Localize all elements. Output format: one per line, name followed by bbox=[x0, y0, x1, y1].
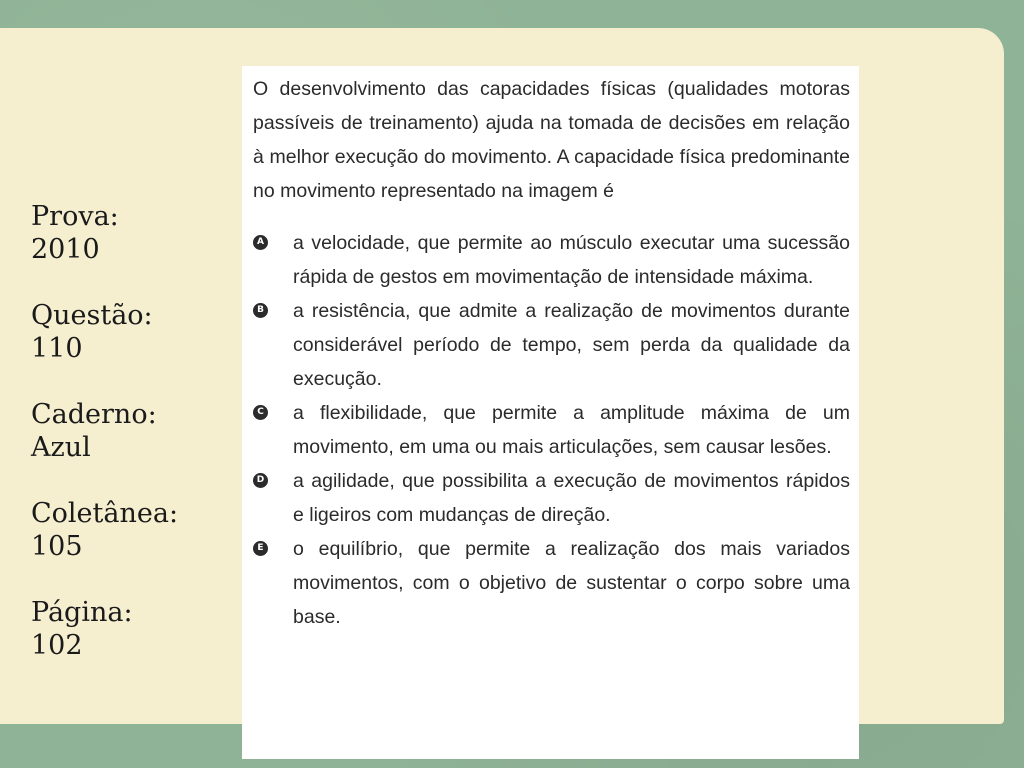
meta-prova bbox=[31, 200, 231, 266]
question-metadata bbox=[31, 200, 231, 695]
option-letter-badge: A bbox=[253, 235, 268, 250]
option-letter-badge: C bbox=[253, 405, 268, 420]
meta-value: Azul bbox=[31, 432, 91, 463]
option-d bbox=[253, 464, 850, 532]
meta-value: 102 bbox=[31, 630, 83, 661]
meta-label: Questão: bbox=[31, 300, 153, 331]
option-text: o equilíbrio, que permite a realização dos mais variados movimentos, com o objetivo de sustentar o corpo sobre uma base. bbox=[293, 538, 850, 628]
answer-options bbox=[253, 226, 850, 634]
meta-label: Caderno: bbox=[31, 399, 157, 430]
question-image bbox=[242, 66, 859, 759]
meta-pagina bbox=[31, 596, 231, 662]
meta-label: Coletânea: bbox=[31, 498, 179, 529]
option-letter-badge: B bbox=[253, 303, 268, 318]
option-a bbox=[253, 226, 850, 294]
question-stem: O desenvolvimento das capacidades físicas (qualidades motoras passíveis de treinamento) ajuda na tomada de decisões em relação à melhor execução do movimento. A capacidade física predominante no movimento representado na imagem é bbox=[253, 78, 850, 202]
meta-coletanea bbox=[31, 497, 231, 563]
meta-value: 110 bbox=[31, 333, 83, 364]
option-c bbox=[253, 396, 850, 464]
option-text: a velocidade, que permite ao músculo executar uma sucessão rápida de gestos em movimentação de intensidade máxima. bbox=[293, 232, 850, 288]
meta-caderno bbox=[31, 398, 231, 464]
option-text: a flexibilidade, que permite a amplitude máxima de um movimento, em uma ou mais articulações, sem causar lesões. bbox=[293, 402, 850, 458]
meta-value: 2010 bbox=[31, 234, 100, 265]
slide-card bbox=[0, 28, 1004, 724]
option-letter-badge: D bbox=[253, 473, 268, 488]
option-text: a resistência, que admite a realização de movimentos durante considerável período de tempo, sem perda da qualidade da execução. bbox=[293, 300, 850, 390]
option-e bbox=[253, 532, 850, 634]
question-content bbox=[253, 72, 850, 634]
meta-value: 105 bbox=[31, 531, 83, 562]
option-letter-badge: E bbox=[253, 541, 268, 556]
meta-questao bbox=[31, 299, 231, 365]
option-b bbox=[253, 294, 850, 396]
option-text: a agilidade, que possibilita a execução de movimentos rápidos e ligeiros com mudanças de direção. bbox=[293, 470, 850, 526]
meta-label: Página: bbox=[31, 597, 133, 628]
meta-label: Prova: bbox=[31, 201, 119, 232]
